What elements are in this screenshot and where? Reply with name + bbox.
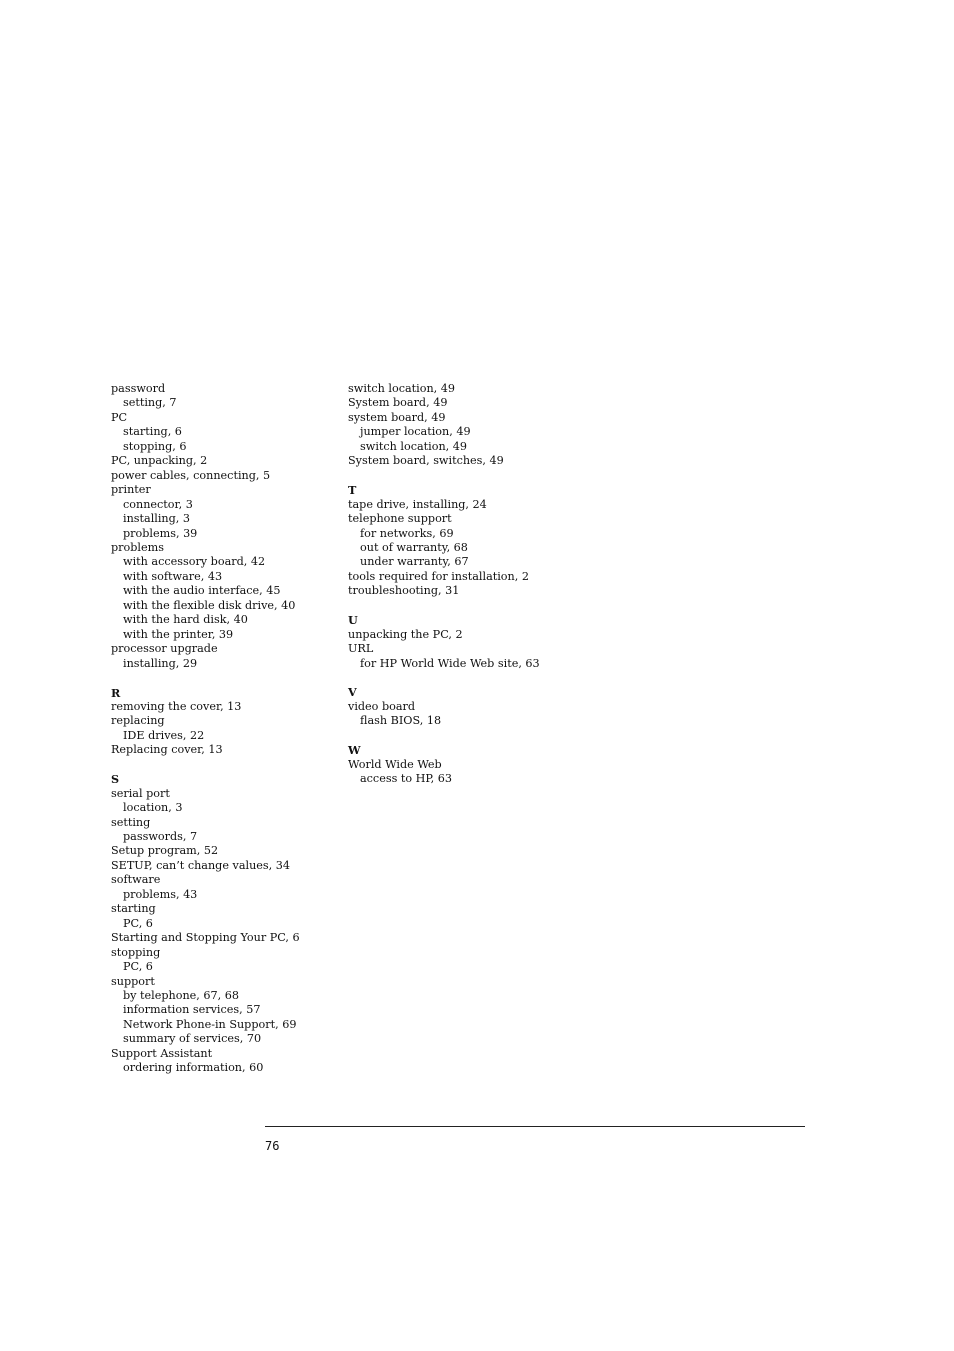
- section-gap: [348, 729, 608, 743]
- index-subentry: jumper location, 49: [360, 425, 471, 439]
- index-entry: Setup program, 52: [111, 844, 219, 858]
- index-entry: SETUP, can’t change values, 34: [111, 858, 291, 872]
- index-subentry: passwords, 7: [123, 830, 198, 844]
- index-subentry: summary of services, 70: [123, 1032, 262, 1046]
- index-entry: PC, unpacking, 2: [111, 454, 208, 468]
- index-entry: replacing: [111, 714, 165, 728]
- section-gap: [111, 671, 336, 685]
- index-entry: support: [111, 974, 155, 988]
- index-letter-heading: U: [348, 613, 358, 628]
- index-subentry: with software, 43: [123, 569, 223, 583]
- section-gap: [348, 469, 608, 483]
- index-entry: video board: [348, 699, 416, 713]
- index-entry: starting: [111, 902, 156, 916]
- index-entry: PC: [111, 410, 128, 424]
- index-subentry: PC, 6: [123, 960, 153, 974]
- index-letter-heading: T: [348, 483, 357, 498]
- index-subentry: IDE drives, 22: [123, 728, 205, 742]
- index-subentry: with the printer, 39: [123, 627, 234, 641]
- index-subentry: Network Phone-in Support, 69: [123, 1017, 297, 1031]
- index-entry: tape drive, installing, 24: [348, 497, 487, 511]
- index-entry: printer: [111, 483, 151, 497]
- index-entry: Replacing cover, 13: [111, 743, 223, 757]
- index-subentry: out of warranty, 68: [360, 540, 468, 554]
- index-entry: Support Assistant: [111, 1046, 213, 1060]
- index-subentry: ordering information, 60: [123, 1061, 264, 1075]
- index-subentry: switch location, 49: [360, 439, 468, 453]
- index-subentry: with the audio interface, 45: [123, 584, 281, 598]
- index-subentry: setting, 7: [123, 396, 177, 410]
- index-subentry: connector, 3: [123, 497, 193, 511]
- index-subentry: by telephone, 67, 68: [123, 989, 239, 1002]
- index-column-left: [111, 382, 336, 1076]
- index-subentry: installing, 3: [123, 512, 191, 526]
- index-column-right: [348, 382, 608, 787]
- index-subentry: problems, 43: [123, 887, 198, 901]
- section-gap: [348, 671, 608, 685]
- index-subentry: flash BIOS, 18: [360, 714, 442, 728]
- index-letter-heading: W: [348, 743, 361, 758]
- index-entry: serial port: [111, 786, 170, 800]
- index-entry: telephone support: [348, 512, 452, 526]
- index-entry: unpacking the PC, 2: [348, 627, 463, 641]
- index-letter-heading: S: [111, 772, 120, 787]
- index-entry: power cables, connecting, 5: [111, 468, 271, 482]
- index-entry: software: [111, 873, 161, 887]
- index-entry: password: [111, 382, 166, 395]
- index-letter-heading: V: [348, 685, 357, 700]
- index-entry: System board, switches, 49: [348, 454, 504, 468]
- index-letter-heading: R: [111, 685, 121, 700]
- index-subentry: with the flexible disk drive, 40: [123, 598, 296, 612]
- index-subentry: PC, 6: [123, 916, 153, 930]
- section-gap: [111, 758, 336, 772]
- index-subentry: stopping, 6: [123, 439, 187, 453]
- index-subentry: starting, 6: [123, 425, 182, 439]
- index-subentry: with accessory board, 42: [123, 555, 266, 569]
- index-entry: URL: [348, 642, 374, 656]
- section-gap: [348, 599, 608, 613]
- index-entry: Starting and Stopping Your PC, 6: [111, 931, 300, 945]
- index-subentry: information services, 57: [123, 1003, 261, 1017]
- index-subentry: access to HP, 63: [360, 772, 453, 786]
- index-entry: World Wide Web: [348, 757, 442, 771]
- page-number: 76: [265, 1139, 280, 1153]
- index-entry: system board, 49: [348, 410, 446, 424]
- index-entry: switch location, 49: [348, 382, 456, 395]
- index-subentry: with the hard disk, 40: [123, 613, 248, 627]
- index-entry: setting: [111, 815, 151, 829]
- index-subentry: location, 3: [123, 801, 183, 815]
- index-subentry: problems, 39: [123, 526, 198, 540]
- index-entry: processor upgrade: [111, 642, 218, 656]
- index-entry: stopping: [111, 945, 161, 959]
- index-subentry: under warranty, 67: [360, 555, 469, 569]
- index-entry: removing the cover, 13: [111, 699, 242, 713]
- index-entry: troubleshooting, 31: [348, 584, 460, 598]
- index-entry: System board, 49: [348, 396, 448, 410]
- index-subentry: for HP World Wide Web site, 63: [360, 656, 540, 670]
- footer-rule: [265, 1126, 805, 1127]
- index-subentry: installing, 29: [123, 656, 198, 670]
- index-entry: tools required for installation, 2: [348, 569, 529, 583]
- index-subentry: for networks, 69: [360, 526, 454, 540]
- index-entry: problems: [111, 540, 164, 554]
